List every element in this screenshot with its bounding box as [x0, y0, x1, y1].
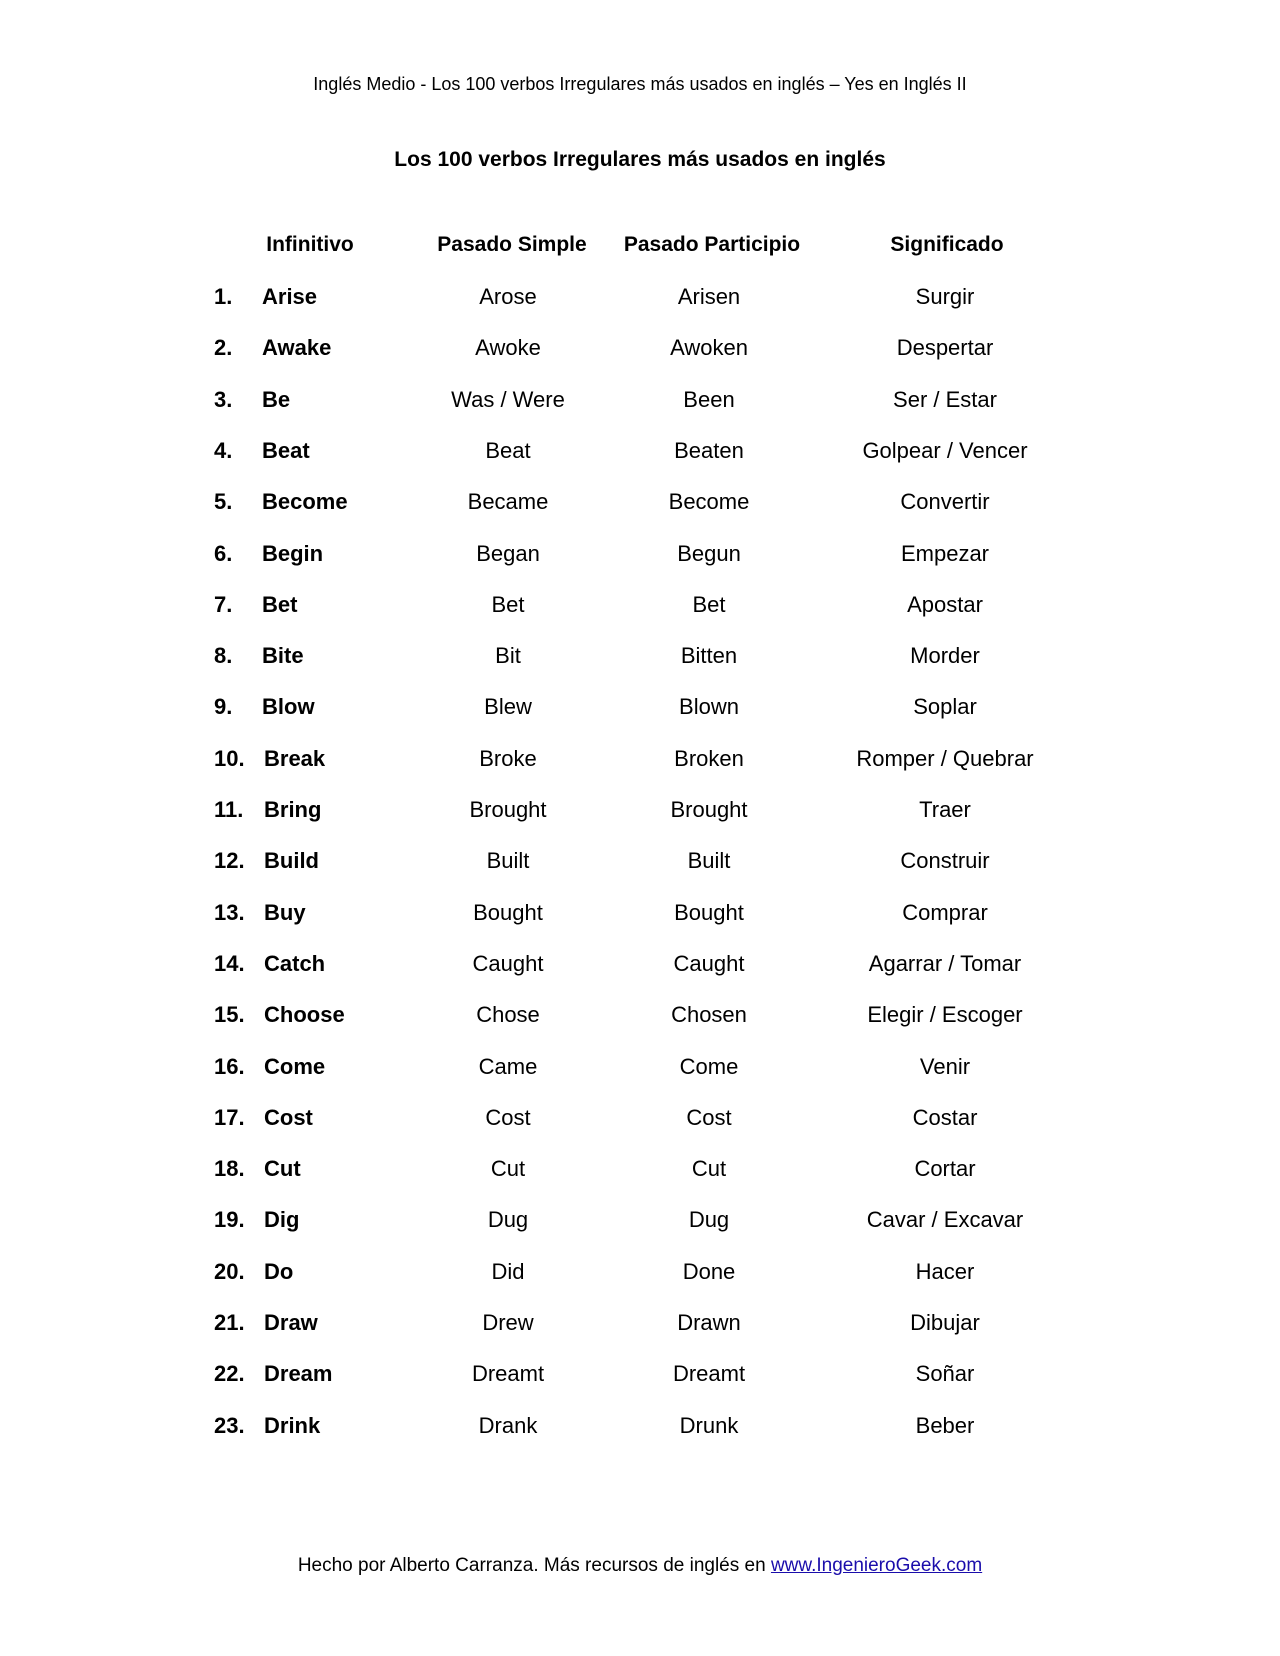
- table-row: [0, 489, 1280, 529]
- verb-past-participle: Dreamt: [672, 1361, 746, 1386]
- verb-number: 1.: [214, 284, 233, 309]
- verb-infinitive: Beat: [262, 438, 310, 463]
- verb-past-simple: Cost: [485, 1105, 531, 1130]
- verb-past-simple: Was / Were: [451, 387, 565, 412]
- verb-past-simple: Arose: [479, 284, 537, 309]
- verb-meaning: Convertir: [900, 489, 990, 514]
- page-footer: [0, 1555, 1280, 1577]
- verb-number: 7.: [214, 592, 233, 617]
- verb-number: 21.: [214, 1310, 245, 1335]
- table-row: [0, 951, 1280, 991]
- verb-infinitive: Bring: [264, 797, 322, 822]
- verb-past-participle: Caught: [673, 951, 745, 976]
- verb-past-simple: Cut: [490, 1156, 526, 1181]
- verb-meaning: Despertar: [896, 335, 994, 360]
- verb-meaning: Cortar: [914, 1156, 976, 1181]
- verb-number: 10.: [214, 746, 245, 771]
- verb-past-participle: Begun: [677, 541, 741, 566]
- footer-link[interactable]: www.IngenieroGeek.com: [770, 1555, 983, 1576]
- verb-meaning: Soñar: [915, 1361, 975, 1386]
- verb-infinitive: Catch: [264, 951, 326, 976]
- verb-number: 13.: [214, 900, 245, 925]
- verb-past-participle: Become: [668, 489, 750, 514]
- column-header-infinitive: Infinitivo: [266, 233, 354, 256]
- verb-infinitive: Be: [262, 387, 291, 412]
- verb-meaning: Comprar: [902, 900, 988, 925]
- verb-past-simple: Caught: [472, 951, 544, 976]
- column-header-past-simple: Pasado Simple: [437, 233, 587, 256]
- verb-meaning: Apostar: [907, 592, 983, 617]
- table-row: [0, 797, 1280, 837]
- verb-meaning: Dibujar: [910, 1310, 980, 1335]
- table-row: [0, 541, 1280, 581]
- verb-number: 2.: [214, 335, 233, 360]
- verb-past-simple: Drew: [482, 1310, 534, 1335]
- verb-past-participle: Awoken: [670, 335, 748, 360]
- table-row: [0, 335, 1280, 375]
- verb-meaning: Golpear / Vencer: [862, 438, 1028, 463]
- verb-meaning: Traer: [919, 797, 971, 822]
- table-row: [0, 694, 1280, 734]
- table-row: [0, 1054, 1280, 1094]
- verb-number: 3.: [214, 387, 233, 412]
- verb-number: 15.: [214, 1002, 245, 1027]
- verb-infinitive: Become: [262, 489, 348, 514]
- verb-infinitive: Drink: [264, 1413, 321, 1438]
- footer-text: Hecho por Alberto Carranza. Más recursos de inglés en: [297, 1555, 771, 1576]
- verb-past-participle: Cost: [686, 1105, 732, 1130]
- verb-past-participle: Bitten: [680, 643, 738, 668]
- verb-past-simple: Dreamt: [471, 1361, 545, 1386]
- table-row: [0, 848, 1280, 888]
- verb-past-simple: Bought: [473, 900, 543, 925]
- verb-meaning: Romper / Quebrar: [856, 746, 1034, 771]
- verb-infinitive: Break: [264, 746, 326, 771]
- verb-past-simple: Became: [467, 489, 549, 514]
- verb-number: 20.: [214, 1259, 245, 1284]
- table-row: [0, 284, 1280, 324]
- verb-meaning: Soplar: [913, 694, 977, 719]
- table-row: [0, 1002, 1280, 1042]
- verb-meaning: Beber: [915, 1413, 975, 1438]
- verb-past-simple: Drank: [478, 1413, 538, 1438]
- column-header-past-participle: Pasado Participio: [623, 233, 801, 256]
- verb-past-participle: Broken: [674, 746, 744, 771]
- table-row: [0, 643, 1280, 683]
- verb-number: 17.: [214, 1105, 245, 1130]
- verb-past-simple: Began: [476, 541, 540, 566]
- verb-past-participle: Come: [679, 1054, 739, 1079]
- table-row: [0, 1156, 1280, 1196]
- verb-past-simple: Dug: [487, 1207, 529, 1232]
- verb-meaning: Hacer: [915, 1259, 975, 1284]
- table-row: [0, 1105, 1280, 1145]
- verb-past-participle: Cut: [691, 1156, 727, 1181]
- verb-infinitive: Blow: [262, 694, 315, 719]
- table-row: [0, 1207, 1280, 1247]
- verb-past-participle: Bet: [692, 592, 726, 617]
- table-row: [0, 1310, 1280, 1350]
- verb-past-simple: Bit: [495, 643, 521, 668]
- page-title: Los 100 verbos Irregulares más usados en inglés: [394, 148, 886, 171]
- table-row: [0, 592, 1280, 632]
- verb-past-participle: Bought: [674, 900, 744, 925]
- verb-number: 22.: [214, 1361, 245, 1386]
- verb-past-participle: Drunk: [679, 1413, 739, 1438]
- verb-past-participle: Blown: [679, 694, 739, 719]
- verb-infinitive: Dig: [264, 1207, 300, 1232]
- verb-meaning: Construir: [900, 848, 990, 873]
- verb-meaning: Costar: [912, 1105, 978, 1130]
- verb-past-simple: Came: [478, 1054, 538, 1079]
- verb-past-participle: Been: [683, 387, 735, 412]
- verb-number: 9.: [214, 694, 233, 719]
- verb-number: 5.: [214, 489, 233, 514]
- table-row: [0, 900, 1280, 940]
- verb-infinitive: Come: [264, 1054, 326, 1079]
- verb-past-participle: Built: [687, 848, 731, 873]
- verb-meaning: Ser / Estar: [893, 387, 997, 412]
- verb-past-simple: Awoke: [475, 335, 541, 360]
- verb-number: 19.: [214, 1207, 245, 1232]
- verb-number: 4.: [214, 438, 233, 463]
- verb-past-simple: Blew: [484, 694, 532, 719]
- verb-infinitive: Awake: [262, 335, 332, 360]
- verb-infinitive: Do: [264, 1259, 294, 1284]
- verb-number: 16.: [214, 1054, 245, 1079]
- table-row: [0, 1413, 1280, 1453]
- verb-infinitive: Choose: [264, 1002, 345, 1027]
- verb-meaning: Surgir: [915, 284, 975, 309]
- verb-past-participle: Brought: [670, 797, 748, 822]
- verb-infinitive: Draw: [264, 1310, 318, 1335]
- verb-number: 8.: [214, 643, 233, 668]
- verb-meaning: Morder: [910, 643, 980, 668]
- verb-infinitive: Cut: [264, 1156, 301, 1181]
- verb-past-simple: Beat: [485, 438, 531, 463]
- verb-meaning: Empezar: [900, 541, 990, 566]
- verb-meaning: Cavar / Excavar: [866, 1207, 1024, 1232]
- verb-meaning: Elegir / Escoger: [867, 1002, 1023, 1027]
- verb-number: 6.: [214, 541, 233, 566]
- verb-infinitive: Arise: [262, 284, 318, 309]
- verb-past-participle: Arisen: [677, 284, 741, 309]
- table-row: [0, 1361, 1280, 1401]
- verb-infinitive: Bite: [262, 643, 304, 668]
- table-row: [0, 387, 1280, 427]
- verb-infinitive: Bet: [262, 592, 298, 617]
- verb-infinitive: Dream: [264, 1361, 333, 1386]
- verb-past-participle: Chosen: [671, 1002, 747, 1027]
- verb-past-participle: Beaten: [674, 438, 744, 463]
- verb-infinitive: Cost: [264, 1105, 313, 1130]
- verb-past-simple: Brought: [469, 797, 547, 822]
- verb-past-simple: Broke: [479, 746, 537, 771]
- verb-past-participle: Dug: [688, 1207, 730, 1232]
- verb-meaning: Venir: [919, 1054, 971, 1079]
- column-header-meaning: Significado: [890, 233, 1004, 256]
- verb-past-participle: Done: [682, 1259, 736, 1284]
- verb-past-participle: Drawn: [677, 1310, 741, 1335]
- page-header: Inglés Medio - Los 100 verbos Irregulares más usados en inglés – Yes en Inglés II: [313, 74, 967, 94]
- verb-past-simple: Bet: [491, 592, 525, 617]
- verb-past-simple: Did: [491, 1259, 525, 1284]
- verb-infinitive: Begin: [262, 541, 324, 566]
- verb-number: 11.: [214, 797, 244, 822]
- verb-past-simple: Chose: [476, 1002, 540, 1027]
- table-row: [0, 438, 1280, 478]
- verb-infinitive: Build: [264, 848, 319, 873]
- verb-number: 12.: [214, 848, 245, 873]
- table-row: [0, 1259, 1280, 1299]
- verb-past-simple: Built: [486, 848, 530, 873]
- verb-number: 18.: [214, 1156, 245, 1181]
- table-row: [0, 746, 1280, 786]
- verb-number: 23.: [214, 1413, 245, 1438]
- verb-number: 14.: [214, 951, 245, 976]
- verb-infinitive: Buy: [264, 900, 306, 925]
- verb-meaning: Agarrar / Tomar: [868, 951, 1022, 976]
